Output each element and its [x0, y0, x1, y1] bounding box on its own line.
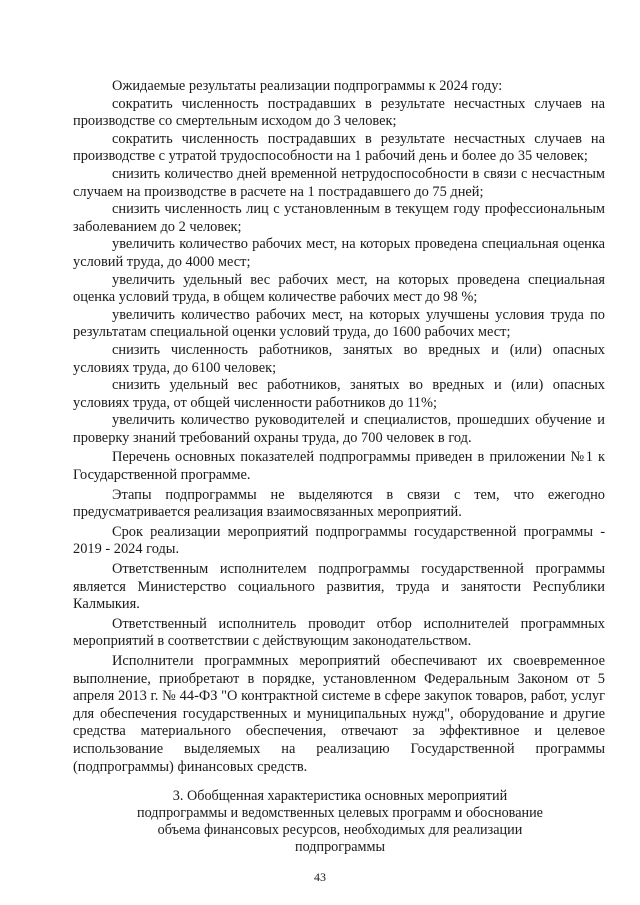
paragraph-disability-accidents: сократить численность пострадавших в результате несчастных случаев на производстве с утратой трудоспособности на 1 рабочий день и более до 35 человек; [73, 130, 605, 165]
paragraph-occupational-disease: снизить численность лиц с установленным в текущем году профессиональным заболеванием до 2 человек; [73, 201, 605, 235]
paragraph-assessed-workplaces: увеличить количество рабочих мест, на которых проведена специальная оценка условий труда, до 4000 мест; [73, 236, 605, 270]
paragraph-hazardous-workers-share: снизить удельный вес работников, занятых во вредных и (или) опасных условиях труда, от общей численности работников до 11%; [73, 377, 605, 411]
section-heading [90, 788, 590, 856]
paragraph-assessed-workplaces-share: увеличить удельный вес рабочих мест, на которых проведена специальная оценка условий труда, в общем количестве рабочих мест до 98 %; [73, 271, 605, 306]
paragraph-executor-selection: Ответственный исполнитель проводит отбор исполнителей программных мероприятий в соответствии с действующим законодательством. [73, 615, 605, 650]
paragraph-sick-days: снизить количество дней временной нетрудоспособности в связи с несчастным случаем на производстве в расчете на 1 пострадавшего до 75 дней; [73, 165, 605, 200]
paragraph-indicators-list: Перечень основных показателей подпрограммы приведен в приложении №1 к Государственной программе. [73, 449, 605, 484]
section-heading-line: объема финансовых ресурсов, необходимых для реализации [157, 822, 523, 838]
paragraph-responsible-executor: Ответственным исполнителем подпрограммы государственной программы является Министерство социального развития, труда и занятости Республики Калмыкия. [73, 561, 605, 613]
paragraph-stages: Этапы подпрограммы не выделяются в связи с тем, что ежегодно предусматривается реализация взаимосвязанных мероприятий. [73, 486, 605, 521]
paragraph-expected-results-intro: Ожидаемые результаты реализации подпрограммы к 2024 году: [112, 78, 503, 94]
section-heading-line: подпрограммы [295, 839, 385, 855]
paragraph-hazardous-workers: снизить численность работников, занятых во вредных и (или) опасных условиях труда, до 6100 человек; [73, 341, 605, 376]
body-text [73, 78, 605, 776]
paragraph-executors-duties: Исполнители программных мероприятий обеспечивают их своевременное выполнение, приобретают в порядке, установленном Федеральным Законом от 5 апреля 2013 г. № 44-ФЗ "О контрактной системе в сфере закупок товаров, работ, услуг для обеспечения государственных и муниципальных нужд", оборудование и другие средства материального обеспечения, отвечают за эффективное и целевое использование выделяемых на реализацию Государственной программы (подпрограммы) финансовых средств. [73, 653, 605, 775]
paragraph-fatal-accidents: сократить численность пострадавших в результате несчастных случаев на производстве со смертельным исходом до 3 человек; [73, 95, 605, 130]
paragraph-timeframe: Срок реализации мероприятий подпрограммы государственной программы - 2019 - 2024 годы. [73, 523, 605, 558]
paragraph-trained-managers: увеличить количество руководителей и специалистов, прошедших обучение и проверку знаний требований охраны труда, до 700 человек в год. [73, 412, 605, 446]
page-number: 43 [314, 870, 326, 884]
section-heading-line: 3. Обобщенная характеристика основных мероприятий [172, 788, 508, 804]
section-heading-line: подпрограммы и ведомственных целевых программ и обоснование [137, 805, 543, 821]
paragraph-improved-workplaces: увеличить количество рабочих мест, на которых улучшены условия труда по результатам специальной оценки условий труда, до 1600 рабочих мест; [73, 306, 605, 341]
